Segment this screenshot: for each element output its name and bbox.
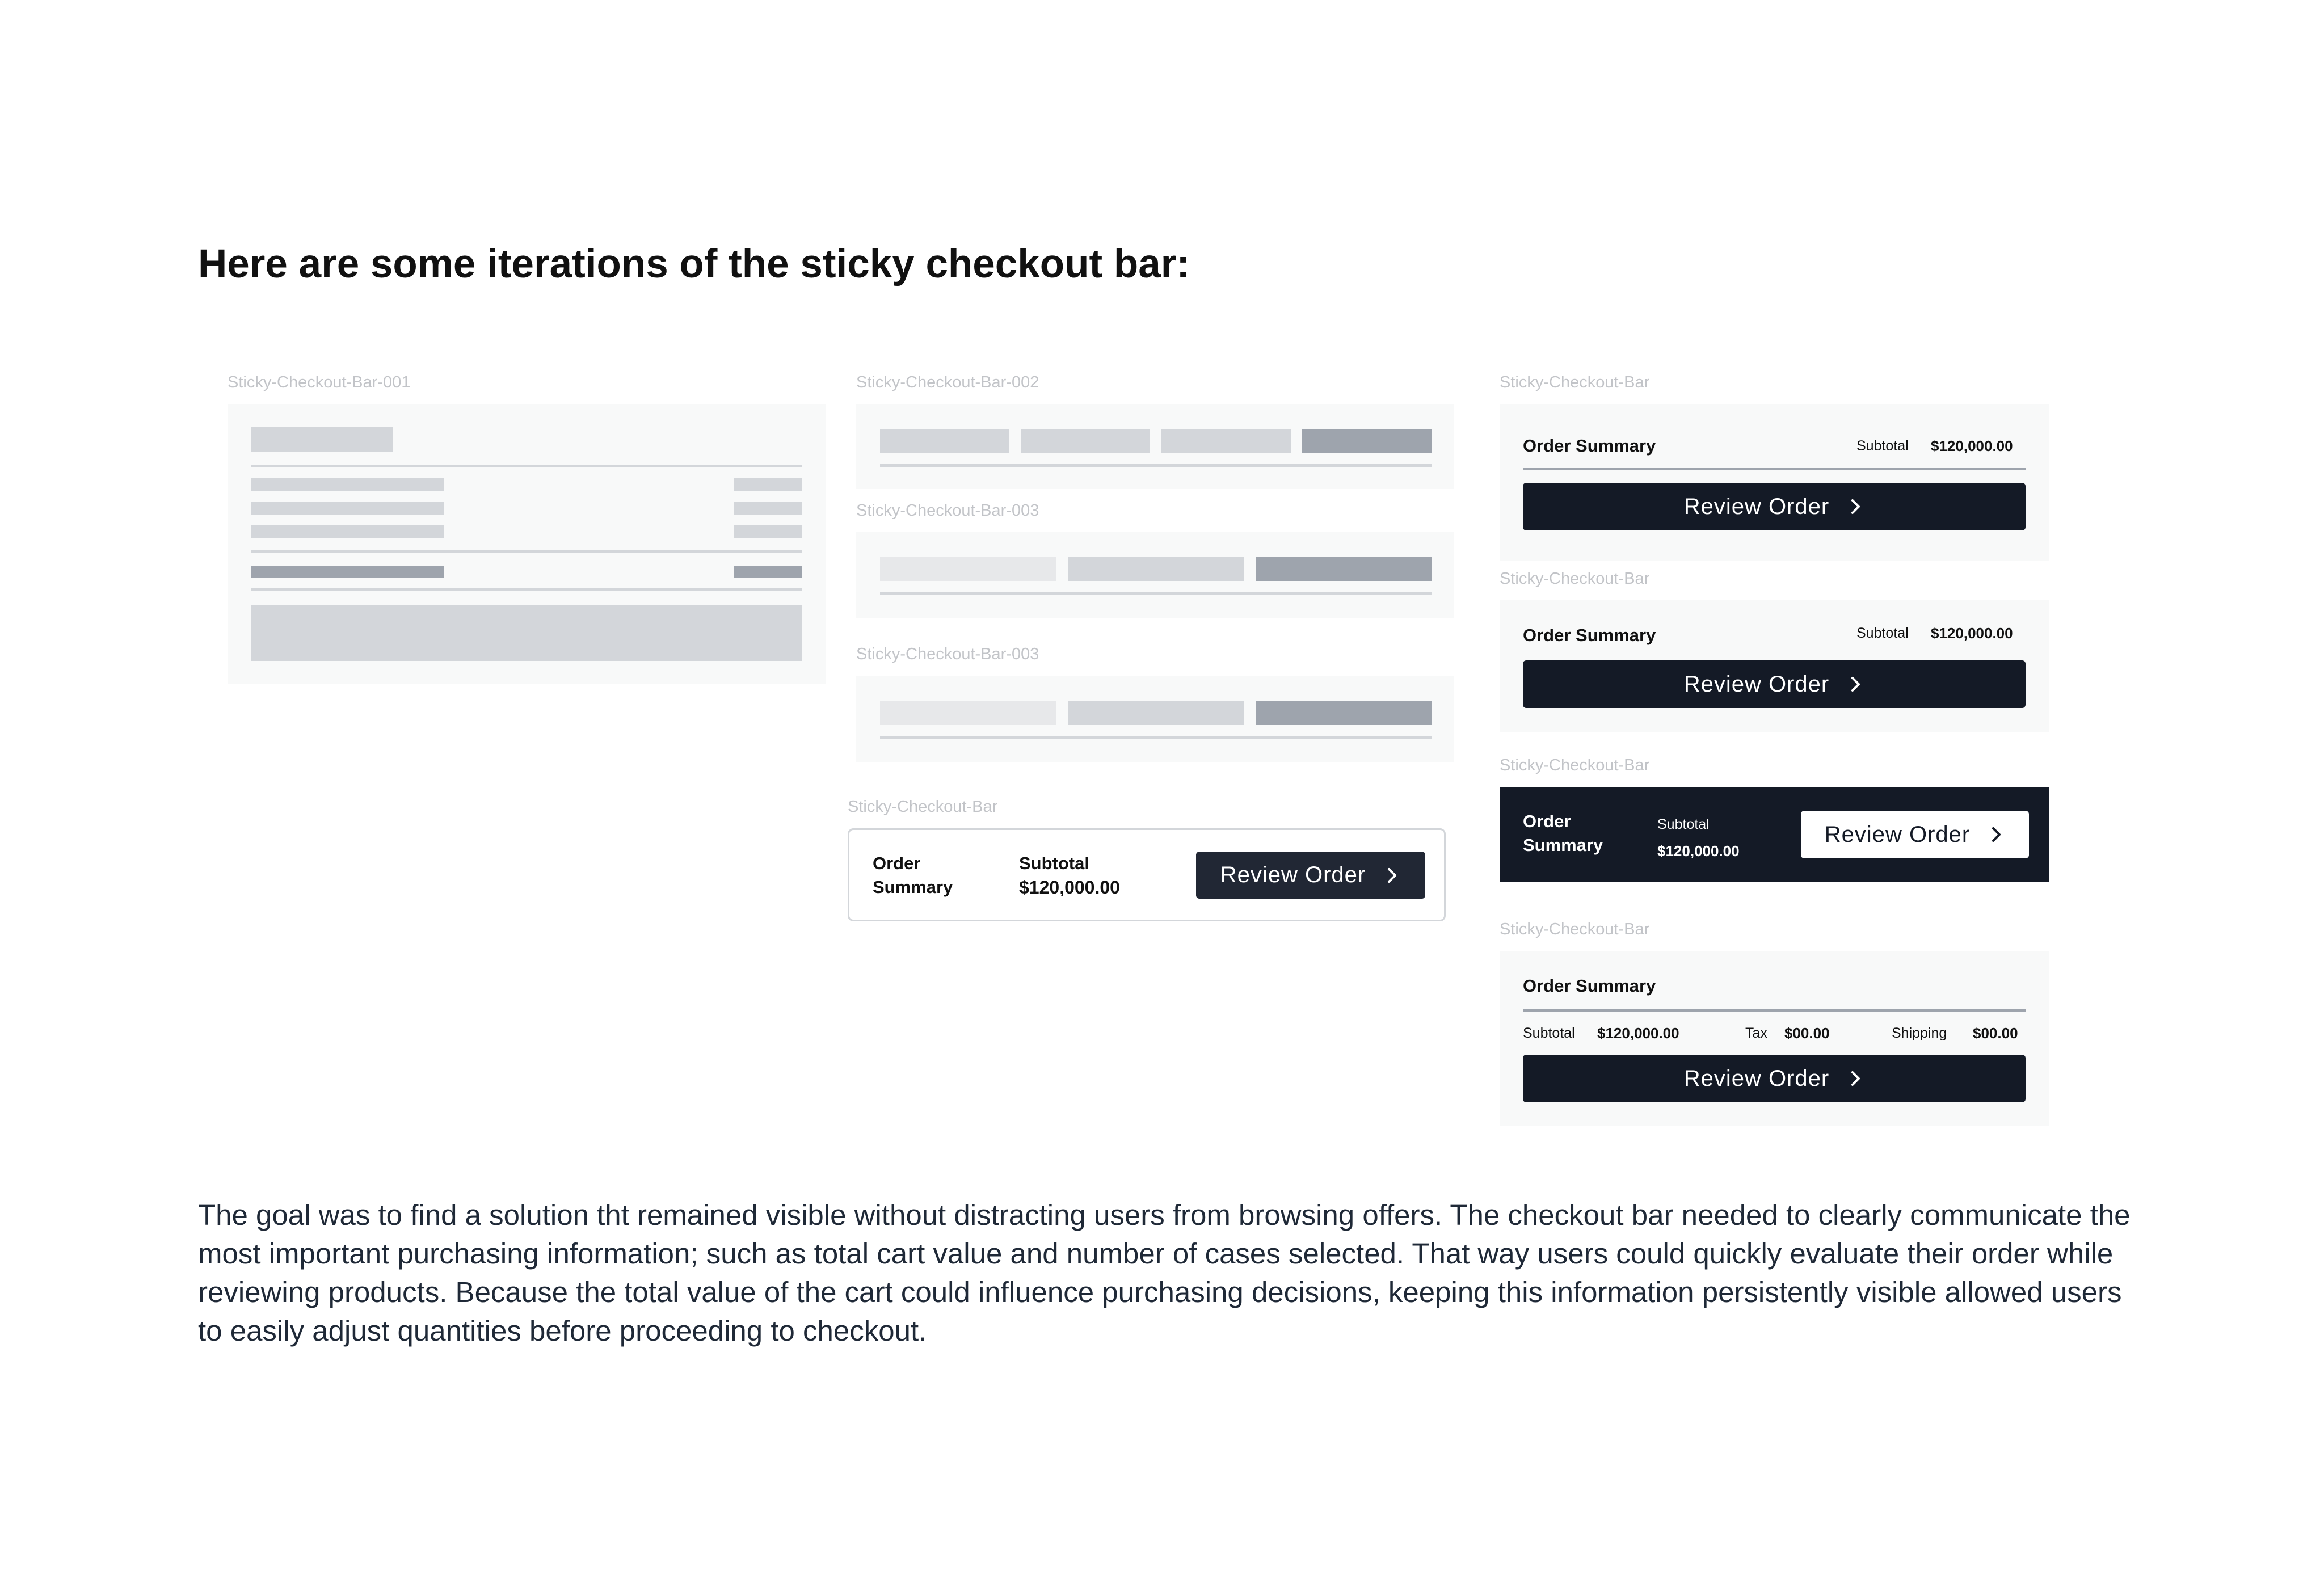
subtotal-label: Subtotal xyxy=(1856,438,1909,454)
subtotal-value: $120,000.00 xyxy=(1657,842,1740,860)
wireframe-block xyxy=(1021,429,1150,453)
wireframe-003a xyxy=(856,532,1454,618)
wireframe-title-block xyxy=(251,427,393,452)
checkout-bar-r1 xyxy=(1500,404,2049,561)
wireframe-row-label xyxy=(251,502,444,515)
subtotal-label: Subtotal xyxy=(1523,1025,1575,1041)
summary-divider xyxy=(1523,1009,2026,1012)
frame-label-001: Sticky-Checkout-Bar-001 xyxy=(228,373,411,391)
description-paragraph: The goal was to find a solution tht remained visible without distracting users from browsing offers. The checkout bar needed to clearly communicate the most important purchasing information; such as total cart value and number of cases selected. That way users could quickly evaluate their order while reviewing products. Because the total value of the cart could influence purchasing decisions, keeping this information persistently visible allowed users to easily adjust quantities before proceeding to checkout. xyxy=(198,1199,2131,1347)
review-order-button[interactable] xyxy=(1801,811,2029,858)
wireframe-block-primary xyxy=(1256,701,1432,725)
wireframe-total-value xyxy=(734,566,802,578)
wireframe-block xyxy=(1068,557,1244,581)
frame-label-r2: Sticky-Checkout-Bar xyxy=(1500,570,1650,588)
frame-label-r3: Sticky-Checkout-Bar xyxy=(1500,756,1650,774)
review-order-label: Review Order xyxy=(1824,822,1971,847)
review-order-label: Review Order xyxy=(1220,862,1366,887)
frame-label-r4: Sticky-Checkout-Bar xyxy=(1500,920,1650,938)
checkout-bar-r4 xyxy=(1500,951,2049,1126)
chevron-right-icon xyxy=(1846,1069,1864,1088)
chevron-right-icon xyxy=(1846,675,1864,693)
wireframe-row-value xyxy=(734,502,802,515)
subtotal-value: $120,000.00 xyxy=(1931,625,2013,642)
wireframe-total-label xyxy=(251,566,444,578)
wireframe-divider xyxy=(251,588,802,591)
review-order-button[interactable] xyxy=(1523,483,2026,530)
frame-label-003b: Sticky-Checkout-Bar-003 xyxy=(856,645,1039,663)
review-order-label: Review Order xyxy=(1683,671,1830,697)
subtotal-value: $120,000.00 xyxy=(1597,1025,1679,1042)
subtotal-label: Subtotal xyxy=(1856,625,1909,641)
frame-label-002: Sticky-Checkout-Bar-002 xyxy=(856,373,1039,391)
subtotal-value: $120,000.00 xyxy=(1931,437,2013,454)
subtotal-label: Subtotal xyxy=(1019,853,1089,873)
summary-word: Summary xyxy=(1523,835,1603,855)
shipping-value: $00.00 xyxy=(1973,1025,2018,1042)
wireframe-block xyxy=(880,701,1056,725)
wireframe-row-label xyxy=(251,525,444,538)
wireframe-divider xyxy=(251,550,802,553)
wireframe-003b xyxy=(856,676,1454,762)
wireframe-002 xyxy=(856,404,1454,489)
wireframe-divider xyxy=(251,465,802,467)
wireframe-divider xyxy=(880,464,1432,467)
order-word: Order xyxy=(1523,811,1571,831)
tax-label: Tax xyxy=(1745,1025,1767,1041)
wireframe-block-primary xyxy=(1302,429,1432,453)
review-order-label: Review Order xyxy=(1683,494,1830,519)
wireframe-block xyxy=(880,557,1056,581)
subtotal-group xyxy=(1019,852,1120,899)
order-summary-label xyxy=(873,852,953,899)
summary-word: Summary xyxy=(873,877,953,897)
order-word: Order xyxy=(873,853,921,873)
subtotal-value: $120,000.00 xyxy=(1019,877,1120,898)
order-summary-label xyxy=(1523,810,1603,857)
chevron-right-icon xyxy=(1987,825,2005,844)
wireframe-001 xyxy=(228,404,826,684)
checkout-bar-r3 xyxy=(1500,787,2049,882)
review-order-button[interactable] xyxy=(1523,660,2026,708)
chevron-right-icon xyxy=(1846,498,1864,516)
frame-label-003a: Sticky-Checkout-Bar-003 xyxy=(856,502,1039,520)
chevron-right-icon xyxy=(1383,866,1401,884)
order-summary-title: Order Summary xyxy=(1523,436,1656,456)
tax-value: $00.00 xyxy=(1784,1025,1830,1042)
wireframe-divider xyxy=(880,736,1432,739)
checkout-bar-r2 xyxy=(1500,600,2049,732)
frame-label-r1: Sticky-Checkout-Bar xyxy=(1500,373,1650,391)
wireframe-button-block xyxy=(251,605,802,661)
page-heading: Here are some iterations of the sticky checkout bar: xyxy=(198,242,1190,287)
order-summary-title: Order Summary xyxy=(1523,625,1656,645)
wireframe-block xyxy=(880,429,1009,453)
wireframe-divider xyxy=(880,592,1432,595)
subtotal-label: Subtotal xyxy=(1657,816,1710,832)
wireframe-block xyxy=(1161,429,1291,453)
wireframe-row-value xyxy=(734,525,802,538)
wireframe-row-value xyxy=(734,478,802,491)
shipping-label: Shipping xyxy=(1892,1025,1947,1041)
review-order-button[interactable] xyxy=(1523,1055,2026,1102)
wireframe-block-primary xyxy=(1256,557,1432,581)
review-order-button[interactable] xyxy=(1196,852,1425,899)
order-summary-title: Order Summary xyxy=(1523,976,1656,996)
checkout-bar-mid xyxy=(848,828,1446,921)
wireframe-row-label xyxy=(251,478,444,491)
wireframe-block xyxy=(1068,701,1244,725)
summary-divider xyxy=(1523,468,2026,470)
review-order-label: Review Order xyxy=(1683,1065,1830,1091)
frame-label-mid: Sticky-Checkout-Bar xyxy=(848,798,998,816)
